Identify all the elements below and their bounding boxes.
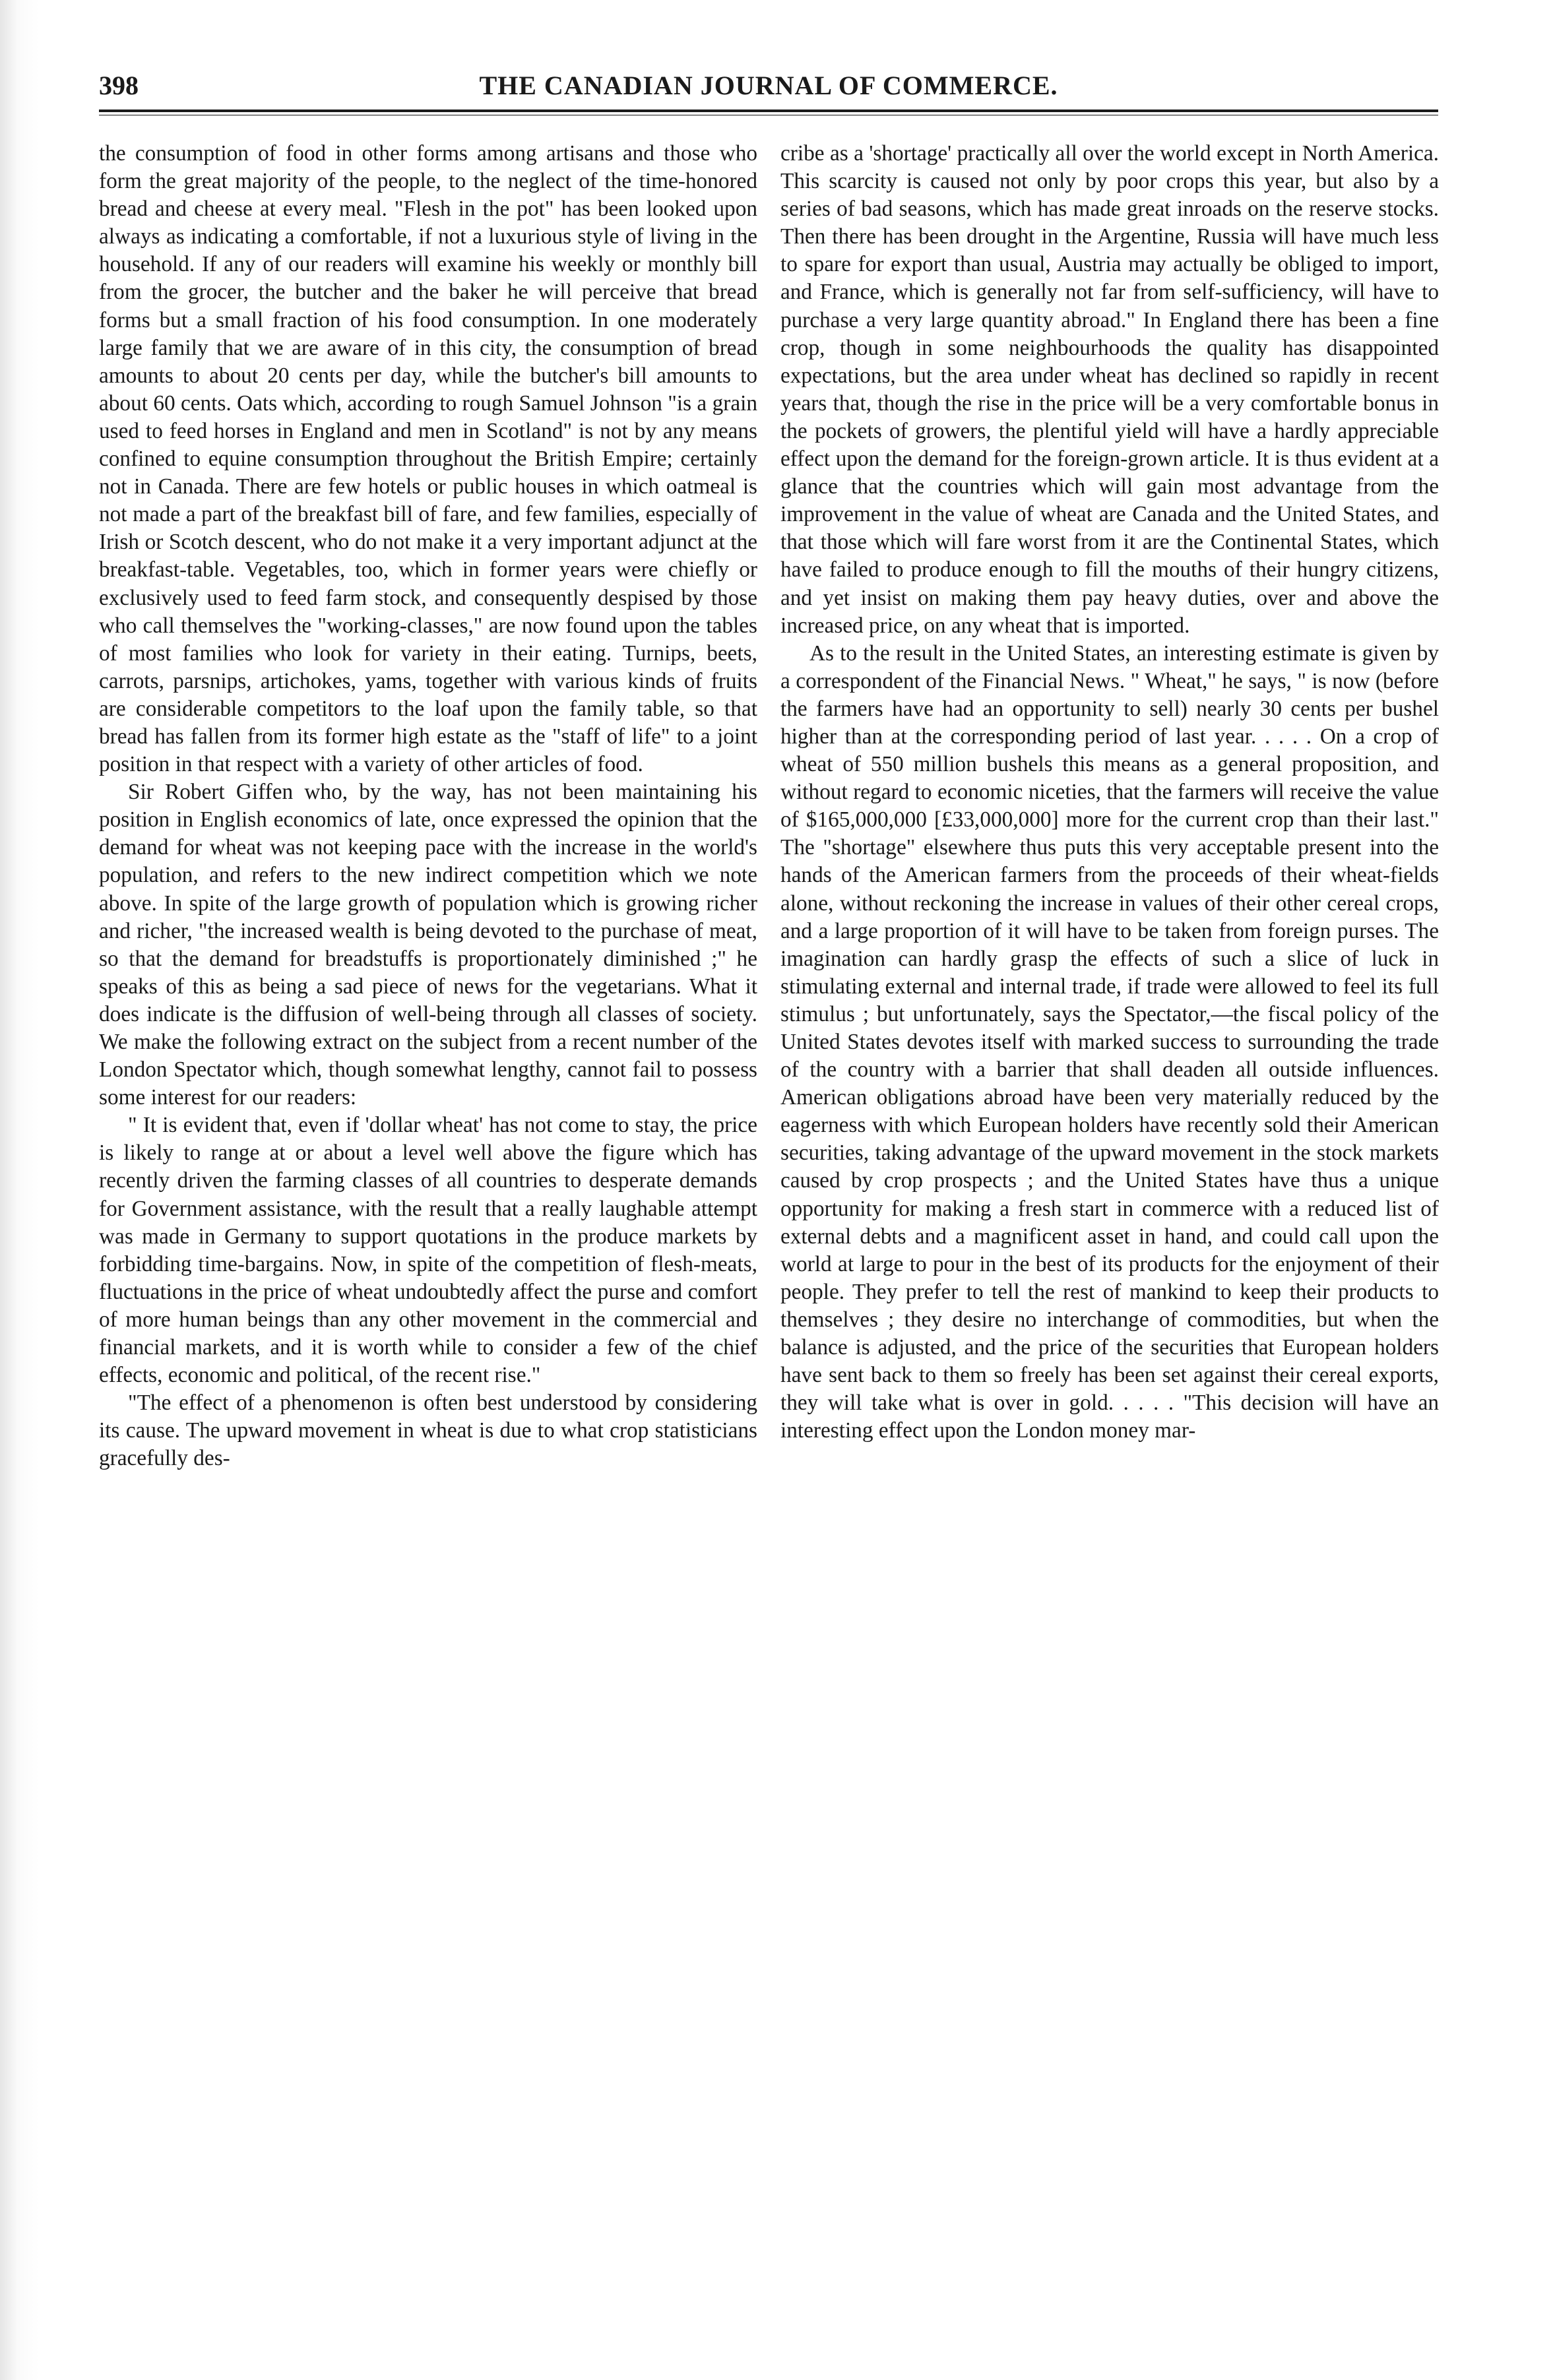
left-paragraph-2: Sir Robert Giffen who, by the way, has not been maintaining his position in English economics of late, once expressed the opinion that the demand for wheat was not keeping pace with the increase in the world's population, and refers to the new indirect competition which we note above. In spite of the large growth of population which is growing richer and richer, "the increased wealth is being devoted to the purchase of meat, so that the demand for breadstuffs is proportionately diminished ;" he speaks of this as being a sad piece of news for the vegetarians. What it does indicate is the diffusion of well-being through all classes of society. We make the following extract on the subject from a recent number of the London Spectator which, though somewhat lengthy, cannot fail to possess some interest for our readers: — [99, 780, 757, 1110]
right-paragraph-2: As to the result in the United States, an interesting estimate is given by a correspondent of the Financial News. " Wheat," he says, " is now (before the farmers have had an opportunity to sell) nearly 30 cents per bushel higher than at the corresponding period of last year. . . . . On a crop of wheat of 550 million bushels this means as a general proposition, and without regard to economic niceties, that the farmers will receive the value of $165,000,000 [£33,000,000] more for the current crop than their last." The "shortage" elsewhere thus puts this very acceptable present into the hands of the American farmers from the proceeds of their wheat-fields alone, without reckoning the increase in values of their other cereal crops, and a large proportion of it will have to be taken from foreign purses. The imagination can hardly grasp the effects of such a slice of luck in stimulating external and internal trade, if trade were allowed to feel its full stimulus ; but unfortunately, says the Spectator,—the fiscal policy of the United States devotes itself with marked success to surrounding the trade of the country with a barrier that shall deaden all outside influences. American obligations abroad have been very materially reduced by the eagerness with which European holders have recently sold their American securities, taking advantage of the upward movement in the stock markets caused by crop prospects ; and the United States have thus a unique opportunity for making a fresh start in commerce with a reduced list of external debts and a magnificent asset in hand, and could call upon the world at large to pour in the best of its products for the enjoyment of their people. They prefer to tell the rest of mankind to keep their products to themselves ; they desire no interchange of commodities, but when the balance is adjusted, and the price of the securities that European holders have sent back to them so freely has been set against their cereal exports, they will take what is over in gold. . . . . "This decision will have an interesting effect upon the London money mar- — [780, 641, 1439, 1443]
left-column — [99, 140, 757, 1473]
running-header — [99, 66, 1438, 106]
left-paragraph-1: the consumption of food in other forms among artisans and those who form the great majority of the people, to the neglect of the time-honored bread and cheese at every meal. "Flesh in the pot" has been looked upon always as indicating a comfortable, if not a luxurious style of living in the household. If any of our readers will examine his weekly or monthly bill from the grocer, the butcher and the baker he will perceive that bread forms but a small fraction of his food consumption. In one moderately large family that we are aware of in this city, the consumption of bread amounts to about 20 cents per day, while the butcher's bill amounts to about 60 cents. Oats which, according to rough Samuel Johnson "is a grain used to feed horses in England and men in Scotland" is not by any means confined to equine consumption throughout the British Empire; certainly not in Canada. There are few hotels or public houses in which oatmeal is not made a part of the breakfast bill of fare, and few families, especially of Irish or Scotch descent, who do not make it a very important adjunct at the breakfast-table. Vegetables, too, which in former years were chiefly or exclusively used to feed farm stock, and consequently despised by those who call themselves the "working-classes," are now found upon the tables of most families who look for variety in their eating. Turnips, beets, carrots, parsnips, artichokes, yams, together with various kinds of fruits are considerable competitors to the loaf upon the family table, so that bread has fallen from its former high estate as the "staff of life" to a joint position in that respect with a variety of other articles of food. — [99, 141, 757, 777]
right-paragraph-1: cribe as a 'shortage' practically all over the world except in North America. This scarcity is caused not only by poor crops this year, but also by a series of bad seasons, which has made great inroads on the reserve stocks. Then there has been drought in the Argentine, Russia will have much less to spare for export than usual, Austria may actually be obliged to import, and France, which is generally not far from self-sufficiency, will have to purchase a very large quantity abroad." In England there has been a fine crop, though in some neighbourhoods the quality has disappointed expectations, but the area under wheat has declined so rapidly in recent years that, though the rise in the price will be a very comfortable bonus in the pockets of growers, the plentiful yield will have a hardly appreciable effect upon the demand for the foreign-grown article. It is thus evident at a glance that the countries which will gain most advantage from the improvement in the value of wheat are Canada and the United States, and that those which will fare worst from it are the Continental States, which have failed to produce enough to fill the mouths of their hungry citizens, and yet insist on making them pay heavy duties, over and above the increased price, on any wheat that is imported. — [780, 141, 1439, 638]
scan-edge-shadow — [0, 0, 40, 2380]
page-number: 398 — [99, 71, 139, 100]
left-quote-paragraph: " It is evident that, even if 'dollar wheat' has not come to stay, the price is likely to range at or about a level well above the figure which has recently driven the farming classes of all countries to desperate demands for Government assistance, with the result that a really laughable attempt was made in Germany to support quotations in the produce markets by forbidding time-bargains. Now, in spite of the competition of flesh-meats, fluctuations in the price of wheat undoubtedly affect the purse and comfort of more human beings than any other movement in the commercial and financial markets, and it is worth while to consider a few of the chief effects, economic and political, of the recent rise." — [99, 1113, 757, 1388]
left-paragraph-4: "The effect of a phenomenon is often best understood by considering its cause. The upward movement in wheat is due to what crop statisticians gracefully des- — [99, 1391, 757, 1471]
header-rule — [99, 110, 1438, 112]
journal-title: THE CANADIAN JOURNAL OF COMMERCE. — [479, 71, 1058, 100]
right-column — [780, 140, 1439, 1445]
